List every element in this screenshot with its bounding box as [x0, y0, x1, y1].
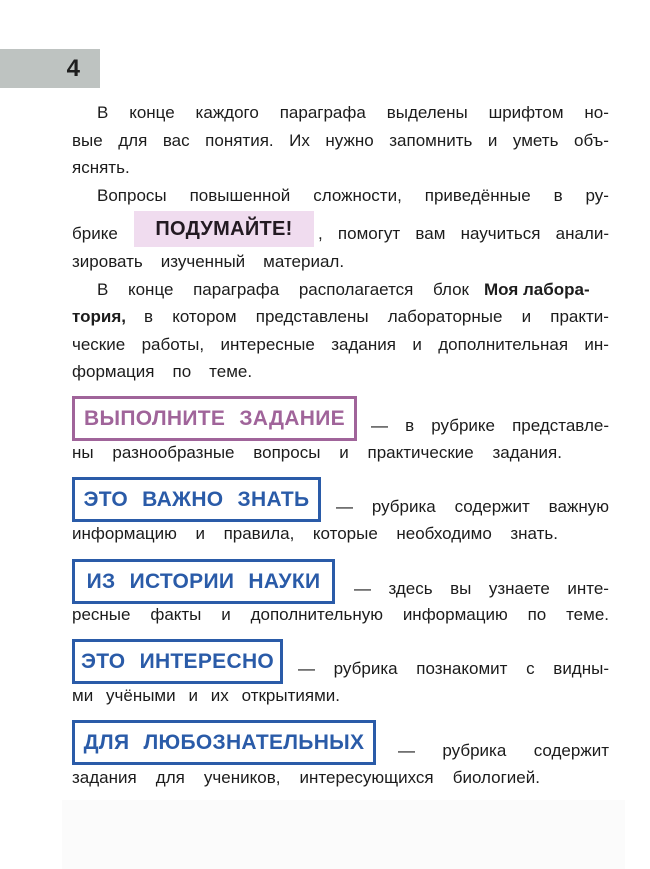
rubric-dlya-lyuboznatelnyh — [72, 720, 376, 765]
word: практические — [367, 443, 474, 462]
word: располагается — [298, 280, 414, 299]
word: — — [398, 741, 415, 760]
page-number-tab — [0, 49, 100, 88]
word: параграфа — [279, 103, 366, 122]
word: и — [339, 443, 349, 462]
word: их — [210, 686, 229, 705]
word: ресные — [72, 605, 131, 624]
word: ны — [72, 443, 94, 462]
rubric-eto-vazhno-znat — [72, 477, 321, 522]
word: блок — [433, 280, 469, 299]
word: ру- — [585, 186, 609, 205]
word: ин- — [584, 335, 609, 354]
rubric-iz-istorii-nauki — [72, 559, 335, 604]
word: и — [412, 335, 422, 354]
word: Вопросы — [97, 186, 167, 205]
word: объ- — [573, 131, 609, 150]
word: уметь — [512, 131, 559, 150]
page-bottom-panel — [62, 800, 625, 869]
word: инте- — [567, 579, 609, 598]
word: задания — [72, 768, 137, 787]
page-number: 4 — [66, 55, 80, 82]
word: рубрике — [431, 416, 495, 435]
word: необходимо — [396, 524, 492, 543]
word: материал. — [263, 252, 345, 271]
word: интересующихся — [299, 768, 434, 787]
word: важную — [548, 497, 609, 516]
word: в — [405, 416, 415, 435]
word: информацию — [402, 605, 508, 624]
word: открытиями. — [241, 686, 340, 705]
word: брике — [72, 224, 118, 243]
rubric-3-desc-line-2 — [72, 604, 609, 626]
word: запомнить — [389, 131, 473, 150]
word: изученный — [160, 252, 246, 271]
bold-term-my-lab: Моя лабора- — [484, 280, 590, 299]
rubric-2-desc-line-2 — [72, 523, 558, 545]
word: и — [521, 307, 532, 326]
word: и — [188, 686, 198, 705]
word: анали- — [555, 224, 609, 243]
word: факты — [150, 605, 202, 624]
word: рубрика — [333, 659, 398, 678]
word: содержит — [454, 497, 530, 516]
word: котором — [172, 307, 237, 326]
word: и — [487, 131, 498, 150]
word: представлены — [255, 307, 369, 326]
word: информацию — [72, 524, 177, 543]
word: яснять. — [72, 158, 130, 177]
word: но- — [584, 103, 609, 122]
word: теме. — [209, 362, 253, 381]
rubric-3-desc-line-1 — [354, 578, 609, 600]
podumaite-badge — [134, 211, 314, 247]
word: дополнительную — [250, 605, 383, 624]
paragraph-2-line-3 — [72, 251, 609, 273]
rubric-4-desc-line-1 — [298, 658, 609, 680]
word: лабораторные — [387, 307, 503, 326]
paragraph-2-line-2-start — [72, 223, 132, 245]
word: , — [318, 224, 323, 243]
rubric-label: ВЫПОЛНИТЕ ЗАДАНИЕ — [84, 406, 345, 430]
word: и — [221, 605, 231, 624]
word: теме. — [566, 605, 609, 624]
word: Их — [289, 131, 310, 150]
word: с — [526, 659, 535, 678]
word: вы — [450, 579, 472, 598]
word: по — [172, 362, 192, 381]
word: конце — [127, 280, 174, 299]
word: — — [371, 416, 388, 435]
rubric-label: ДЛЯ ЛЮБОЗНАТЕЛЬНЫХ — [83, 730, 365, 754]
word: каждого — [195, 103, 259, 122]
rubric-5-desc-line-1 — [398, 740, 609, 762]
word: для — [155, 768, 185, 787]
word: зировать — [72, 252, 143, 271]
paragraph-1-line-3 — [72, 157, 609, 179]
word: дополнительная — [438, 335, 569, 354]
paragraph-3-line-1 — [97, 279, 469, 301]
paragraph-3-line-3 — [72, 334, 609, 356]
word: разнообразные — [112, 443, 235, 462]
rubric-1-desc-line-1 — [371, 415, 609, 437]
word: в — [553, 186, 563, 205]
rubric-4-desc-line-2 — [72, 685, 340, 707]
word: практи- — [550, 307, 609, 326]
word: содержит — [533, 741, 609, 760]
word: приведённые — [424, 186, 531, 205]
word: учёными — [106, 686, 176, 705]
rubric-5-desc-line-2 — [72, 767, 540, 789]
word: конце — [129, 103, 175, 122]
paragraph-3-line-4 — [72, 361, 609, 383]
word: научиться — [460, 224, 541, 243]
word: вопросы — [253, 443, 321, 462]
paragraph-1-line-2 — [72, 130, 609, 152]
paragraph-1-line-1 — [97, 102, 609, 124]
word: по — [527, 605, 547, 624]
rubric-label: ИЗ ИСТОРИИ НАУКИ — [86, 569, 321, 593]
word: ческие — [72, 335, 126, 354]
word: выделены — [386, 103, 468, 122]
word: нужно — [325, 131, 374, 150]
word: В — [97, 103, 109, 122]
paragraph-2-line-2-end — [318, 223, 609, 245]
word: узнаете — [488, 579, 550, 598]
rubric-eto-interesno — [72, 639, 283, 684]
word: в — [144, 307, 154, 326]
word: сложности, — [313, 186, 402, 205]
word: вас — [162, 131, 190, 150]
word: здесь — [388, 579, 433, 598]
word: видны- — [553, 659, 609, 678]
paragraph-2-line-1 — [97, 185, 609, 207]
word: В — [97, 280, 109, 299]
paragraph-3-line-2-bold — [72, 306, 132, 328]
bold-term-my-lab-end: тория, — [72, 307, 126, 326]
word: для — [118, 131, 148, 150]
word: биологией. — [452, 768, 540, 787]
rubric-1-desc-line-2 — [72, 442, 562, 464]
rubric-2-desc-line-1 — [336, 496, 609, 518]
word: познакомит — [416, 659, 508, 678]
word: ми — [72, 686, 94, 705]
word: помогут — [337, 224, 401, 243]
word: рубрика — [371, 497, 436, 516]
word: понятия. — [205, 131, 274, 150]
word: и — [195, 524, 205, 543]
podumaite-label: ПОДУМАЙТЕ! — [155, 217, 293, 240]
rubric-label: ЭТО ИНТЕРЕСНО — [80, 649, 275, 673]
word: вам — [415, 224, 446, 243]
rubric-vypolnite-zadanie — [72, 396, 357, 441]
word: работы, — [141, 335, 205, 354]
word: рубрика — [442, 741, 507, 760]
word: задания — [331, 335, 396, 354]
word: интересные — [220, 335, 315, 354]
word: повышенной — [189, 186, 291, 205]
word: шрифтом — [488, 103, 564, 122]
paragraph-3-line-1-bold — [484, 279, 609, 301]
word: формация — [72, 362, 155, 381]
word: вые — [72, 131, 103, 150]
word: представле- — [512, 416, 609, 435]
word: — — [298, 659, 315, 678]
word: параграфа — [193, 280, 280, 299]
word: знать. — [510, 524, 558, 543]
paragraph-3-line-2 — [144, 306, 609, 328]
word: правила, — [223, 524, 295, 543]
word: которые — [312, 524, 378, 543]
word: — — [336, 497, 353, 516]
word: задания. — [492, 443, 562, 462]
word: учеников, — [203, 768, 281, 787]
word: — — [354, 579, 371, 598]
rubric-label: ЭТО ВАЖНО ЗНАТЬ — [83, 487, 310, 511]
